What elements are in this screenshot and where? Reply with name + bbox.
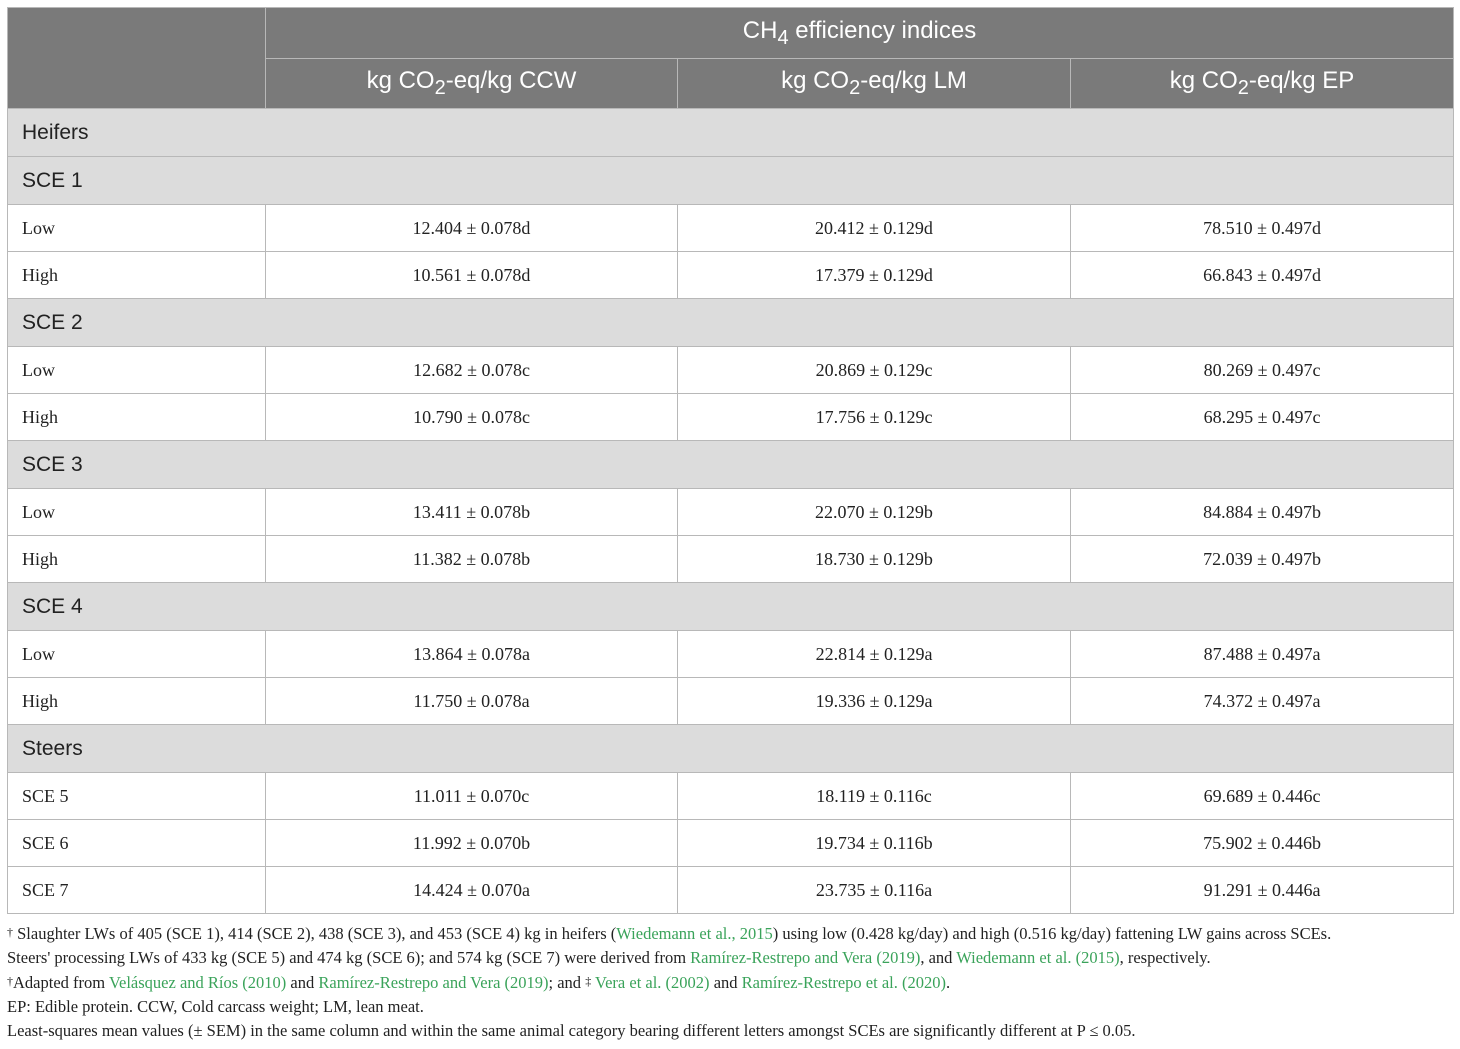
cell-lm: 18.119 ± 0.116c <box>678 773 1071 820</box>
cell-ep: 75.902 ± 0.446b <box>1071 820 1454 867</box>
column-header-lm-sub: 2 <box>849 76 861 99</box>
corner-header-cell <box>8 8 266 109</box>
footnote-2-text-b: , and <box>920 948 957 968</box>
section-row-steers <box>8 725 1454 773</box>
cell-ep: 87.488 ± 0.497a <box>1071 631 1454 678</box>
cell-ep: 74.372 ± 0.497a <box>1071 678 1454 725</box>
section-sce2: SCE 2 <box>8 299 1454 347</box>
cell-lm: 19.336 ± 0.129a <box>678 678 1071 725</box>
reference-link-wiedemann-2015[interactable]: Wiedemann et al., 2015 <box>616 924 773 943</box>
footnote-2 <box>7 946 1453 970</box>
footnote-3-text-b: and <box>286 972 319 992</box>
reference-link-ramirez-restrepo-vera-2019[interactable]: Ramírez-Restrepo and Vera (2019) <box>690 948 921 968</box>
column-header-ccw <box>266 59 678 109</box>
section-sce1: SCE 1 <box>8 157 1454 205</box>
section-row-sce1 <box>8 157 1454 205</box>
cell-ep: 84.884 ± 0.497b <box>1071 489 1454 536</box>
reference-link-wiedemann-2015[interactable]: Wiedemann et al. (2015) <box>956 948 1120 968</box>
cell-lm: 19.734 ± 0.116b <box>678 820 1071 867</box>
table-row <box>8 773 1454 820</box>
table-row <box>8 631 1454 678</box>
header-row-group <box>8 8 1454 59</box>
cell-ccw: 10.790 ± 0.078c <box>266 394 678 441</box>
group-header-post: efficiency indices <box>788 16 977 44</box>
column-header-ccw-post: -eq/kg CCW <box>445 67 577 95</box>
footnote-1 <box>7 922 1453 946</box>
cell-ccw: 12.404 ± 0.078d <box>266 205 678 252</box>
ch4-efficiency-table <box>7 7 1454 914</box>
footnote-significance: Least-squares mean values (± SEM) in the same column and within the same animal category bearing different letters amongst SCEs are significantly different at P ≤ 0.05. <box>7 1021 1136 1041</box>
cell-ep: 80.269 ± 0.497c <box>1071 347 1454 394</box>
reference-link-ramirez-restrepo-2020[interactable]: Ramírez-Restrepo et al. (2020) <box>741 972 946 992</box>
section-heifers: Heifers <box>8 109 1454 157</box>
reference-link-ramirez-restrepo-vera-2019[interactable]: Ramírez-Restrepo and Vera (2019) <box>318 972 549 992</box>
footnote-3 <box>7 971 1453 995</box>
table-row <box>8 347 1454 394</box>
section-row-sce3 <box>8 441 1454 489</box>
group-header-pre: CH <box>742 16 778 44</box>
cell-ep: 68.295 ± 0.497c <box>1071 394 1454 441</box>
footnote-1-text-b: ) using low (0.428 kg/day) and high (0.516 kg/day) fattening LW gains across SCEs. <box>772 924 1332 943</box>
column-header-ccw-pre: kg CO <box>366 67 435 95</box>
cell-ccw: 11.382 ± 0.078b <box>266 536 678 583</box>
section-sce3: SCE 3 <box>8 441 1454 489</box>
cell-ccw: 11.992 ± 0.070b <box>266 820 678 867</box>
row-label: High <box>8 394 266 441</box>
table-row <box>8 489 1454 536</box>
column-header-ep-post: -eq/kg EP <box>1248 67 1355 95</box>
table-row <box>8 394 1454 441</box>
cell-lm: 20.869 ± 0.129c <box>678 347 1071 394</box>
section-row-sce4 <box>8 583 1454 631</box>
column-header-ep <box>1071 59 1454 109</box>
cell-ep: 78.510 ± 0.497d <box>1071 205 1454 252</box>
double-dagger-symbol: ‡ <box>585 973 592 988</box>
row-label: SCE 7 <box>8 867 266 914</box>
footnote-2-text-c: , respectively. <box>1119 948 1211 968</box>
row-label: Low <box>8 347 266 394</box>
table-row <box>8 867 1454 914</box>
footnote-abbreviations: EP: Edible protein. CCW, Cold carcass weight; LM, lean meat. <box>7 996 424 1016</box>
table-row <box>8 205 1454 252</box>
cell-ep: 72.039 ± 0.497b <box>1071 536 1454 583</box>
cell-ep: 91.291 ± 0.446a <box>1071 867 1454 914</box>
cell-lm: 20.412 ± 0.129d <box>678 205 1071 252</box>
section-row-heifers <box>8 109 1454 157</box>
column-header-lm <box>678 59 1071 109</box>
cell-ccw: 14.424 ± 0.070a <box>266 867 678 914</box>
row-label: Low <box>8 489 266 536</box>
cell-lm: 23.735 ± 0.116a <box>678 867 1071 914</box>
table-row <box>8 820 1454 867</box>
column-header-ep-pre: kg CO <box>1169 67 1238 95</box>
dagger-symbol: † <box>7 973 13 988</box>
row-label: SCE 6 <box>8 820 266 867</box>
section-sce4: SCE 4 <box>8 583 1454 631</box>
footnote-1-text-a: Slaughter LWs of 405 (SCE 1), 414 (SCE 2), 438 (SCE 3), and 453 (SCE 4) kg in heifers ( <box>13 924 617 943</box>
cell-lm: 17.756 ± 0.129c <box>678 394 1071 441</box>
cell-ccw: 11.011 ± 0.070c <box>266 773 678 820</box>
row-label: SCE 5 <box>8 773 266 820</box>
reference-link-vera-2002[interactable]: Vera et al. (2002) <box>595 972 710 992</box>
column-header-ep-sub: 2 <box>1237 76 1249 99</box>
row-label: High <box>8 678 266 725</box>
cell-ep: 69.689 ± 0.446c <box>1071 773 1454 820</box>
footnote-3-text-c: ; and <box>548 972 586 992</box>
cell-ccw: 11.750 ± 0.078a <box>266 678 678 725</box>
cell-ccw: 13.411 ± 0.078b <box>266 489 678 536</box>
section-steers: Steers <box>8 725 1454 773</box>
table-footnotes <box>7 922 1453 1043</box>
cell-ccw: 13.864 ± 0.078a <box>266 631 678 678</box>
cell-lm: 17.379 ± 0.129d <box>678 252 1071 299</box>
cell-lm: 22.814 ± 0.129a <box>678 631 1071 678</box>
footnote-2-text-a: Steers' processing LWs of 433 kg (SCE 5) and 474 kg (SCE 6); and 574 kg (SCE 7) were derived from <box>7 948 691 968</box>
row-label: High <box>8 536 266 583</box>
row-label: High <box>8 252 266 299</box>
cell-lm: 18.730 ± 0.129b <box>678 536 1071 583</box>
footnote-3-text-f: . <box>945 972 951 992</box>
section-row-sce2 <box>8 299 1454 347</box>
dagger-symbol: † <box>7 925 13 939</box>
column-header-ccw-sub: 2 <box>434 76 446 99</box>
cell-ccw: 12.682 ± 0.078c <box>266 347 678 394</box>
row-label: Low <box>8 205 266 252</box>
row-label: Low <box>8 631 266 678</box>
table-row <box>8 678 1454 725</box>
cell-ccw: 10.561 ± 0.078d <box>266 252 678 299</box>
table-row <box>8 252 1454 299</box>
group-header <box>266 8 1454 59</box>
cell-ep: 66.843 ± 0.497d <box>1071 252 1454 299</box>
cell-lm: 22.070 ± 0.129b <box>678 489 1071 536</box>
footnote-3-text-a: Adapted from <box>13 972 109 992</box>
table-row <box>8 536 1454 583</box>
group-header-sub: 4 <box>777 26 789 49</box>
footnote-3-text-e: and <box>709 972 742 992</box>
reference-link-velasquez-rios-2010[interactable]: Velásquez and Ríos (2010) <box>108 972 287 992</box>
column-header-lm-post: -eq/kg LM <box>860 67 967 95</box>
column-header-lm-pre: kg CO <box>781 67 850 95</box>
